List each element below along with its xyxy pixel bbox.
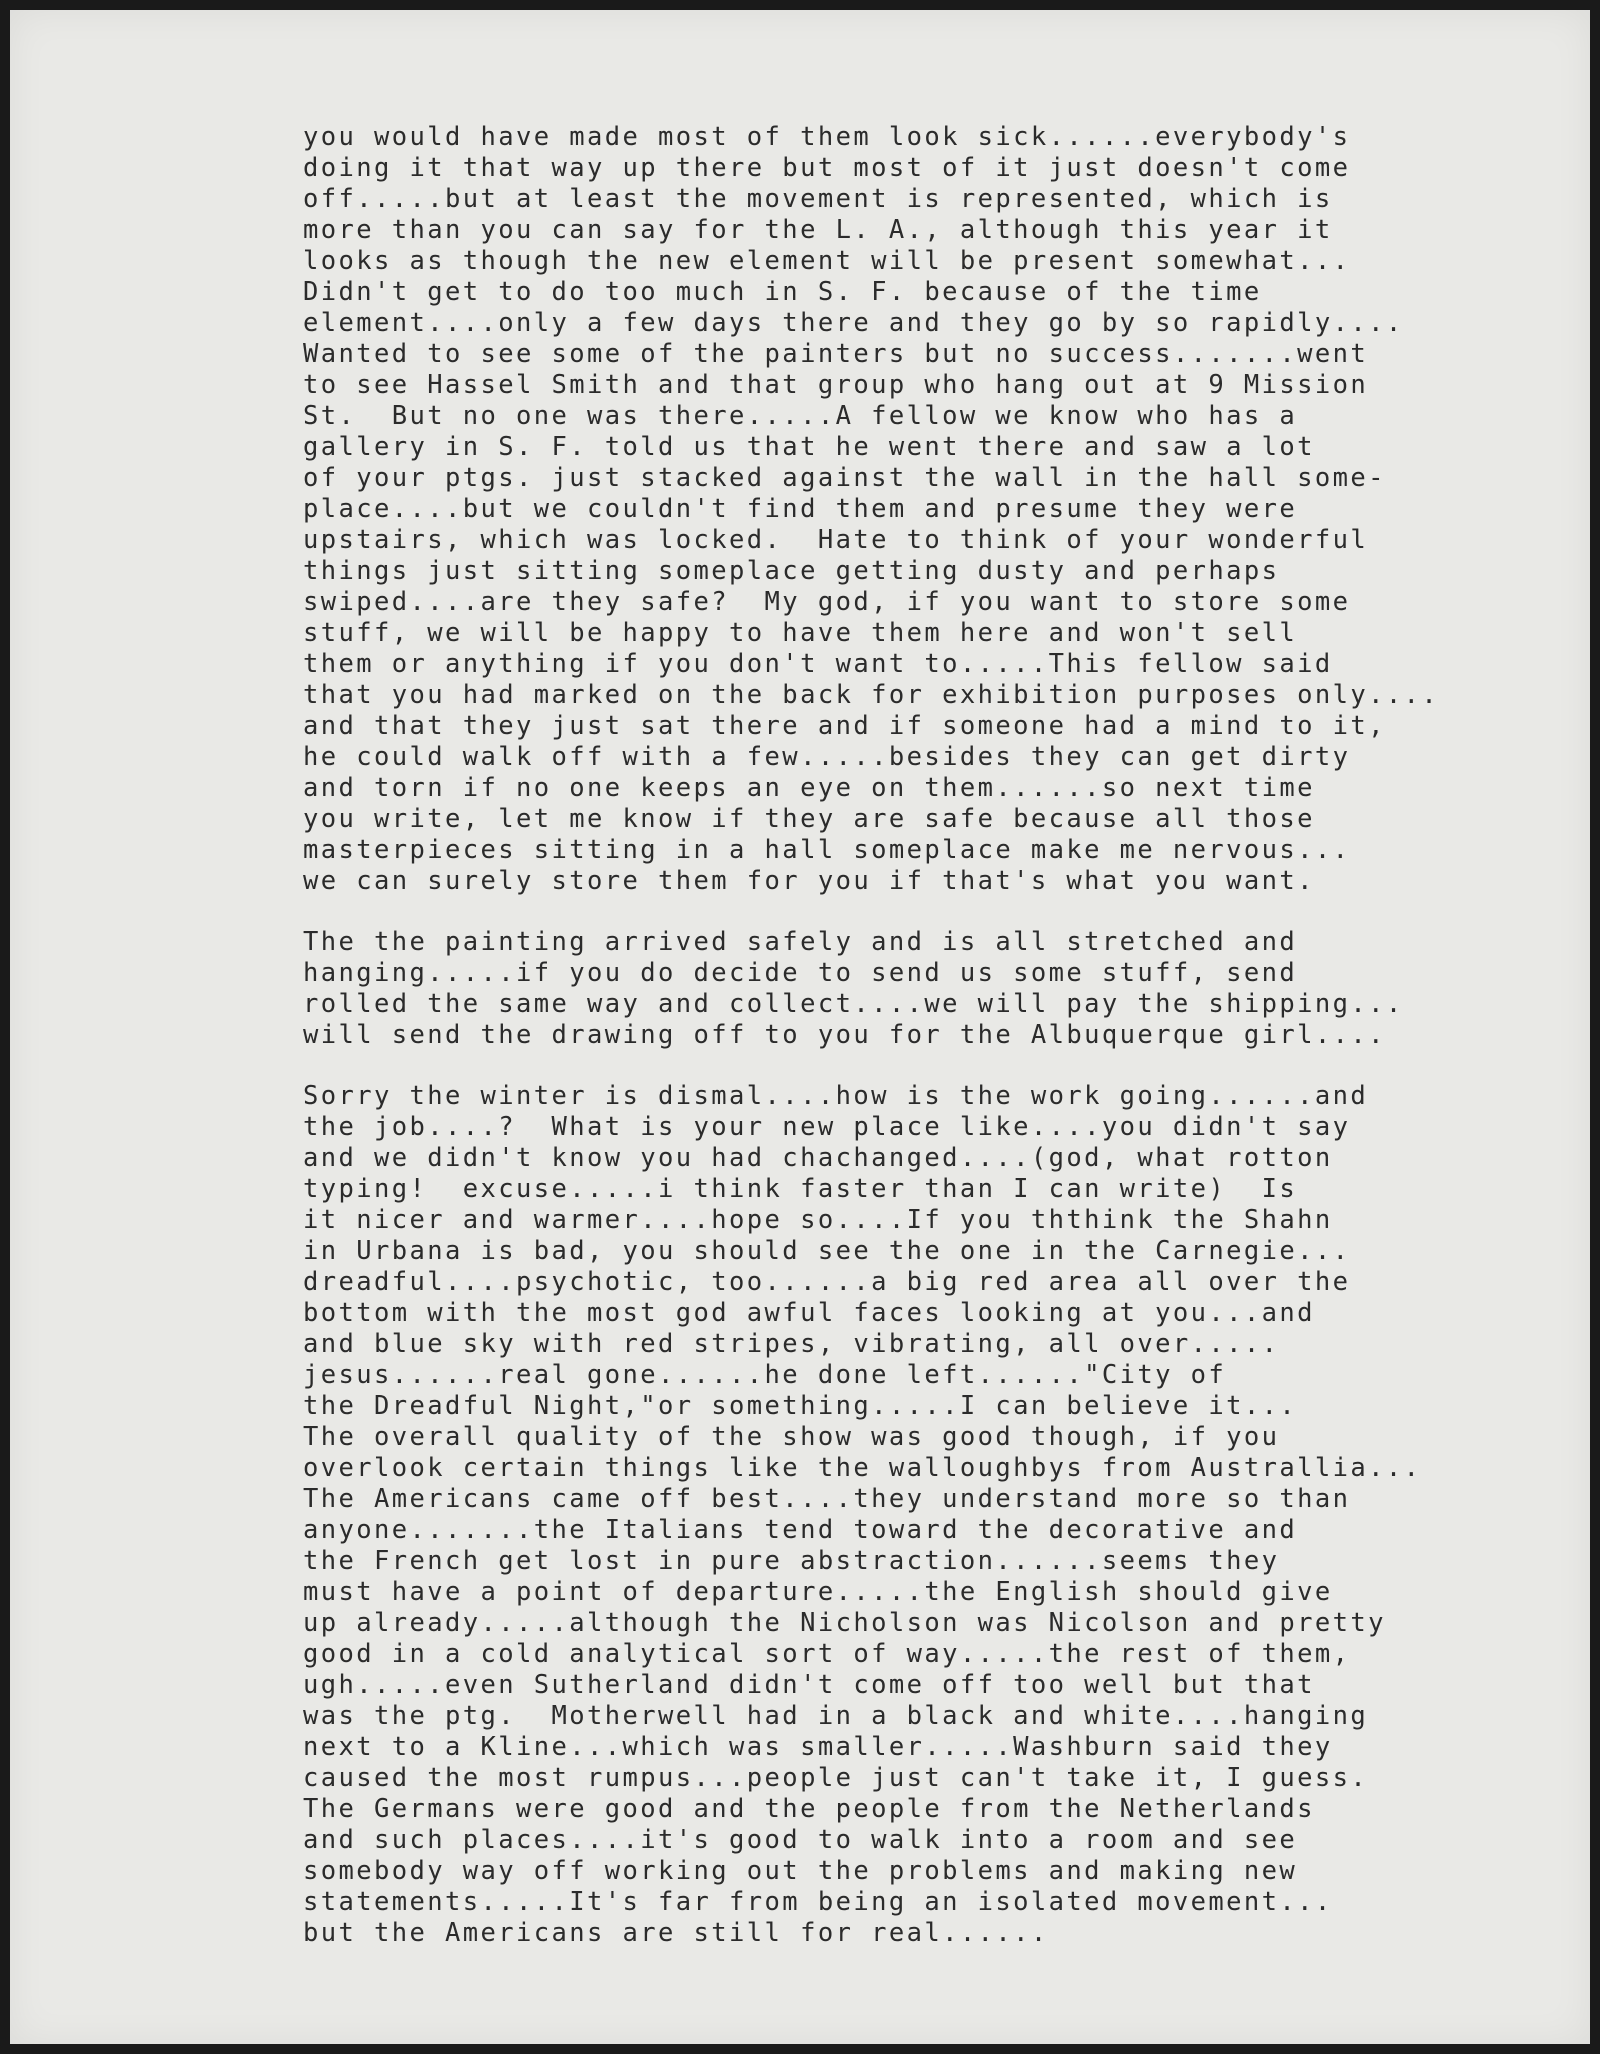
text-line: The Americans came off best....they understand more so than xyxy=(303,1484,1351,1514)
text-line: The overall quality of the show was good though, if you xyxy=(303,1422,1280,1452)
text-line: that you had marked on the back for exhibition purposes only.... xyxy=(303,680,1440,710)
paragraph-3 xyxy=(303,1081,1543,1949)
text-line: the job....? What is your new place like....you didn't say xyxy=(303,1112,1351,1142)
text-line: up already.....although the Nicholson was Nicolson and pretty xyxy=(303,1608,1386,1638)
text-line: he could walk off with a few.....besides they can get dirty xyxy=(303,742,1351,772)
text-line: jesus......real gone......he done left......"City of xyxy=(303,1360,1227,1390)
text-line: good in a cold analytical sort of way.....the rest of them, xyxy=(303,1639,1351,1669)
text-line: next to a Kline...which was smaller.....Washburn said they xyxy=(303,1732,1333,1762)
paragraph-gap xyxy=(303,897,1543,927)
text-line: you would have made most of them look sick......everybody's xyxy=(303,122,1351,152)
text-line: place....but we couldn't find them and presume they were xyxy=(303,494,1298,524)
text-line: Didn't get to do too much in S. F. because of the time xyxy=(303,277,1262,307)
text-line: typing! excuse.....i think faster than I can write) Is xyxy=(303,1174,1298,1204)
text-line: of your ptgs. just stacked against the wall in the hall some- xyxy=(303,463,1386,493)
text-line: bottom with the most god awful faces looking at you...and xyxy=(303,1298,1315,1328)
text-line: you write, let me know if they are safe because all those xyxy=(303,804,1315,834)
letter-page xyxy=(10,10,1590,2044)
text-line: more than you can say for the L. A., although this year it xyxy=(303,215,1333,245)
text-line: The the painting arrived safely and is all stretched and xyxy=(303,927,1298,957)
text-line: doing it that way up there but most of it just doesn't come xyxy=(303,153,1351,183)
text-line: to see Hassel Smith and that group who hang out at 9 Mission xyxy=(303,370,1369,400)
text-line: statements.....It's far from being an isolated movement... xyxy=(303,1887,1333,1917)
text-line: in Urbana is bad, you should see the one in the Carnegie... xyxy=(303,1236,1351,1266)
paragraph-gap xyxy=(303,1051,1543,1081)
text-line: but the Americans are still for real...... xyxy=(303,1918,1049,1948)
text-line: things just sitting someplace getting dusty and perhaps xyxy=(303,556,1280,586)
text-line: anyone.......the Italians tend toward the decorative and xyxy=(303,1515,1298,1545)
text-line: hanging.....if you do decide to send us some stuff, send xyxy=(303,958,1298,988)
text-line: looks as though the new element will be present somewhat... xyxy=(303,246,1351,276)
text-line: and that they just sat there and if someone had a mind to it, xyxy=(303,711,1386,741)
text-line: somebody way off working out the problems and making new xyxy=(303,1856,1298,1886)
text-line: rolled the same way and collect....we will pay the shipping... xyxy=(303,989,1404,1019)
text-line: and such places....it's good to walk into a room and see xyxy=(303,1825,1298,1855)
text-line: stuff, we will be happy to have them here and won't sell xyxy=(303,618,1298,648)
typewritten-letter-body xyxy=(303,122,1543,1949)
text-line: we can surely store them for you if that's what you want. xyxy=(303,866,1315,896)
text-line: the French get lost in pure abstraction......seems they xyxy=(303,1546,1280,1576)
text-line: was the ptg. Motherwell had in a black and white....hanging xyxy=(303,1701,1369,1731)
text-line: them or anything if you don't want to.....This fellow said xyxy=(303,649,1333,679)
text-line: swiped....are they safe? My god, if you want to store some xyxy=(303,587,1351,617)
paragraph-1 xyxy=(303,122,1543,897)
text-line: gallery in S. F. told us that he went there and saw a lot xyxy=(303,432,1315,462)
text-line: it nicer and warmer....hope so....If you ththink the Shahn xyxy=(303,1205,1333,1235)
text-line: must have a point of departure.....the English should give xyxy=(303,1577,1333,1607)
paragraph-2 xyxy=(303,927,1543,1051)
text-line: off.....but at least the movement is represented, which is xyxy=(303,184,1333,214)
text-line: caused the most rumpus...people just can't take it, I guess. xyxy=(303,1763,1369,1793)
text-line: overlook certain things like the walloughbys from Australlia... xyxy=(303,1453,1422,1483)
text-line: Wanted to see some of the painters but no success.......went xyxy=(303,339,1369,369)
text-line: ugh.....even Sutherland didn't come off too well but that xyxy=(303,1670,1315,1700)
text-line: dreadful....psychotic, too......a big red area all over the xyxy=(303,1267,1351,1297)
text-line: and torn if no one keeps an eye on them......so next time xyxy=(303,773,1315,803)
text-line: St. But no one was there.....A fellow we know who has a xyxy=(303,401,1298,431)
text-line: upstairs, which was locked. Hate to think of your wonderful xyxy=(303,525,1369,555)
text-line: and we didn't know you had chachanged....(god, what rotton xyxy=(303,1143,1333,1173)
text-line: will send the drawing off to you for the Albuquerque girl.... xyxy=(303,1020,1386,1050)
text-line: masterpieces sitting in a hall someplace make me nervous... xyxy=(303,835,1351,865)
text-line: Sorry the winter is dismal....how is the work going......and xyxy=(303,1081,1369,1111)
text-line: and blue sky with red stripes, vibrating, all over..... xyxy=(303,1329,1280,1359)
text-line: element....only a few days there and they go by so rapidly.... xyxy=(303,308,1404,338)
text-line: the Dreadful Night,"or something.....I can believe it... xyxy=(303,1391,1298,1421)
text-line: The Germans were good and the people from the Netherlands xyxy=(303,1794,1315,1824)
